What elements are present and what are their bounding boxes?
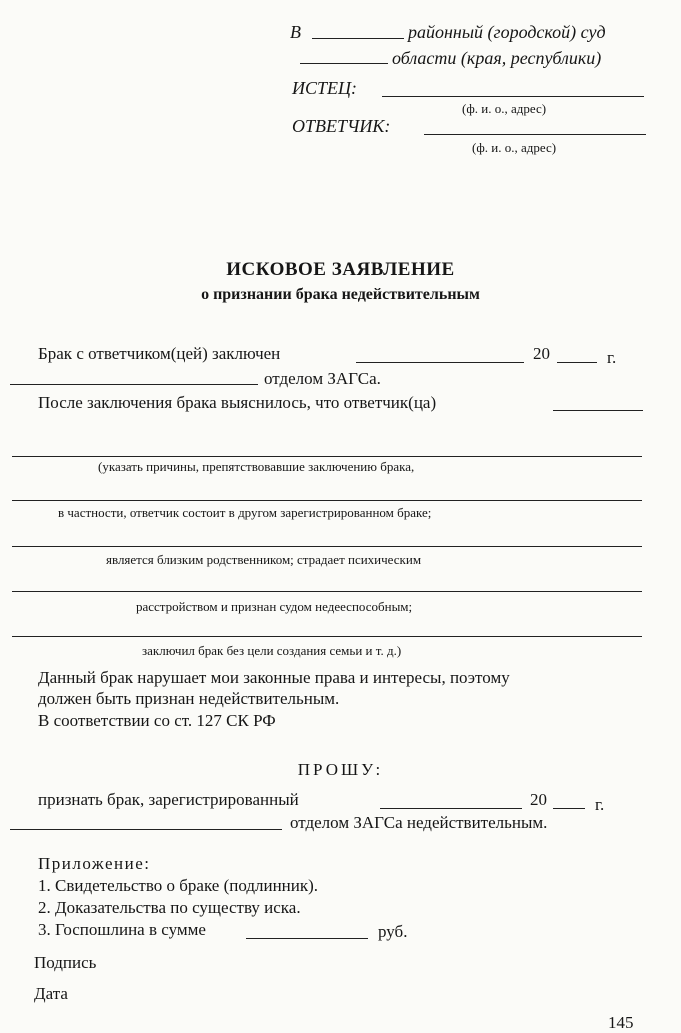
reason-line-3[interactable] xyxy=(12,500,642,501)
violation-line-1: Данный брак нарушает мои законные права и интересы, поэтому xyxy=(38,668,510,687)
attachment-item-3: 3. Госпошлина в сумме xyxy=(38,920,206,939)
defendant-label: ОТВЕТЧИК: xyxy=(292,116,391,136)
reason-line-1[interactable] xyxy=(553,410,643,411)
court-suffix: районный (городской) суд xyxy=(408,22,606,42)
year-prefix: 20 xyxy=(533,344,550,363)
currency-label: руб. xyxy=(378,922,408,941)
plaintiff-line[interactable] xyxy=(382,96,644,97)
page-number: 145 xyxy=(608,1013,634,1032)
reason-line-6[interactable] xyxy=(12,636,642,637)
hint-line-4: расстройством и признан судом недееспособным; xyxy=(136,599,413,614)
plaintiff-label: ИСТЕЦ: xyxy=(292,78,358,98)
registration-date-line[interactable] xyxy=(380,808,522,809)
region-line[interactable] xyxy=(300,63,388,64)
defendant-line[interactable] xyxy=(424,134,646,135)
attachments-heading: Приложение: xyxy=(38,854,151,873)
hint-line-1: (указать причины, препятствовавшие заключению брака, xyxy=(98,459,415,474)
violation-line-2: должен быть признан недействительным. xyxy=(38,689,340,708)
attachment-item-2: 2. Доказательства по существу иска. xyxy=(38,898,301,917)
signature-label: Подпись xyxy=(34,953,97,972)
reason-line-2[interactable] xyxy=(12,456,642,457)
marriage-line: Брак с ответчиком(цей) заключен xyxy=(38,344,281,363)
date-label: Дата xyxy=(34,984,68,1003)
after-marriage-line: После заключения брака выяснилось, что ответчик(ца) xyxy=(38,393,437,412)
reason-line-4[interactable] xyxy=(12,546,642,547)
year-line[interactable] xyxy=(557,362,597,363)
request-year-suffix: г. xyxy=(595,795,605,814)
article-line: В соответствии со ст. 127 СК РФ xyxy=(38,711,276,730)
attachment-item-1: 1. Свидетельство о браке (подлинник). xyxy=(38,876,319,895)
fee-amount-line[interactable] xyxy=(246,938,368,939)
request-zags-line[interactable] xyxy=(10,829,282,830)
request-year-line[interactable] xyxy=(553,808,585,809)
zags-name-line[interactable] xyxy=(10,384,258,385)
hint-line-2: в частности, ответчик состоит в другом зарегистрированном браке; xyxy=(58,505,432,520)
region-label: области (края, республики) xyxy=(392,48,602,68)
court-name-line[interactable] xyxy=(312,38,404,39)
reason-line-5[interactable] xyxy=(12,591,642,592)
year-suffix: г. xyxy=(607,348,617,367)
document-title: ИСКОВОЕ ЗАЯВЛЕНИЕ xyxy=(226,259,455,280)
request-heading: ПРОШУ: xyxy=(297,760,384,779)
request-line-2: отделом ЗАГСа недействительным. xyxy=(290,813,548,832)
defendant-hint: (ф. и. о., адрес) xyxy=(472,140,557,155)
document-subtitle: о признании брака недействительным xyxy=(201,286,480,303)
request-line-1: признать брак, зарегистрированный xyxy=(38,790,299,809)
zags-line: отделом ЗАГСа. xyxy=(264,369,381,388)
marriage-date-line[interactable] xyxy=(356,362,524,363)
court-prefix: В xyxy=(290,22,301,42)
request-year-prefix: 20 xyxy=(530,790,547,809)
hint-line-3: является близким родственником; страдает психическим xyxy=(106,552,422,567)
hint-line-5: заключил брак без цели создания семьи и т. д.) xyxy=(142,643,402,658)
plaintiff-hint: (ф. и. о., адрес) xyxy=(462,101,547,116)
